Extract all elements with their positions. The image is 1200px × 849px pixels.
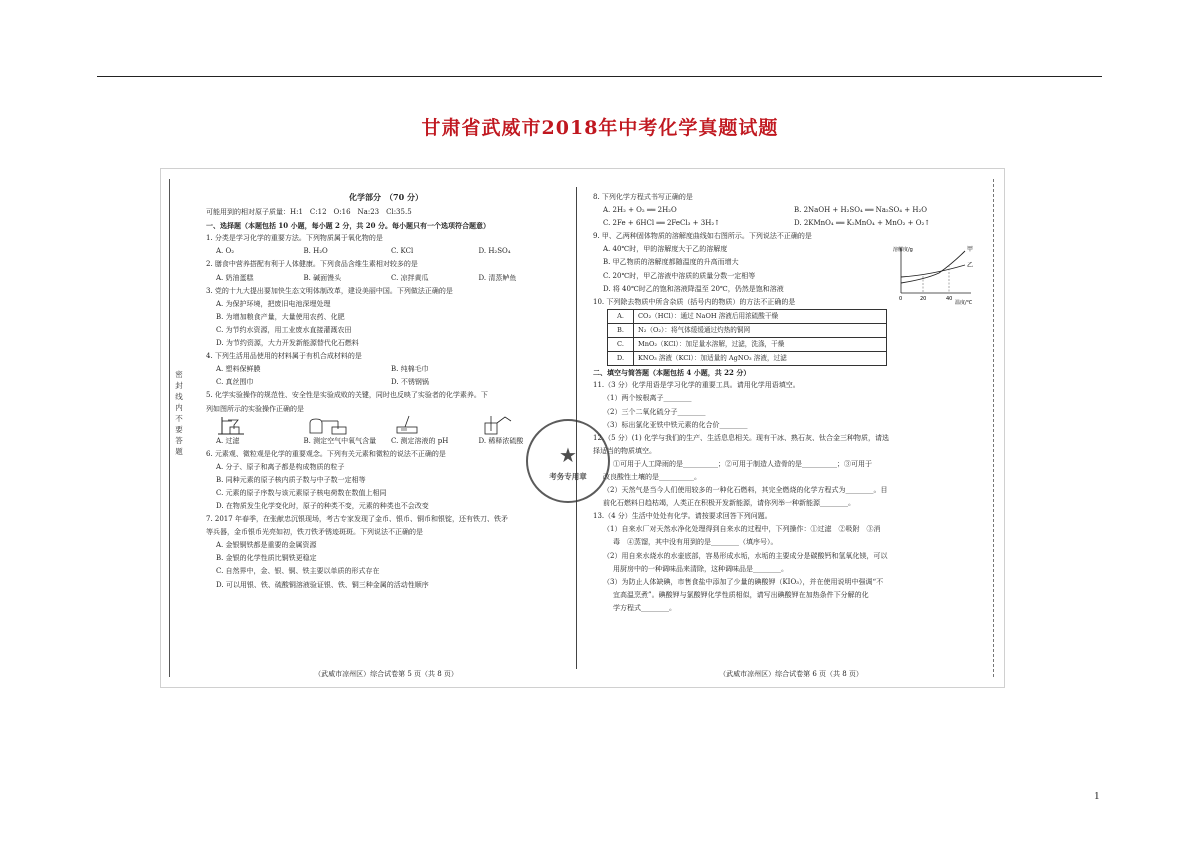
question-5-apparatus: [206, 416, 566, 448]
question-1: 1. 分类是学习化学的重要方法。下列物质属于氧化物的是: [206, 234, 383, 243]
apparatus-ph: [391, 415, 479, 448]
question-9: 9. 甲、乙两种固体物质的溶解度曲线如右图所示。下列说法不正确的是: [593, 232, 812, 241]
blank-item: 宜高温烹煮”。碘酸钾与氯酸钾化学性质相似，请写出碘酸钾在加热条件下分解的化: [613, 590, 869, 599]
scanned-exam-sheet: [160, 168, 1005, 688]
question-8-options: [593, 204, 985, 217]
atomic-masses: 可能用到的相对原子质量：H:1 C:12 O:16 Na:23 Cl:35.5: [206, 208, 412, 217]
binding-char: 答: [175, 436, 183, 445]
x-tick: 40: [946, 296, 953, 302]
oxygen-test-icon: [304, 415, 364, 435]
question-13: 13.（4 分）生活中处处有化学。请按要求回答下列问题。: [593, 512, 772, 521]
blank-item: 毒 ④蒸馏，其中没有用到的是________（填序号）。: [613, 538, 778, 547]
binding-char: 密: [175, 370, 183, 379]
blank-item: 用厨房中的一种调味品来清除，这种调味品是________。: [613, 564, 788, 573]
curve-jia: [901, 251, 965, 283]
x-tick: 0: [899, 296, 903, 302]
blank-item: （1）自来水厂对天然水净化处理得到自来水的过程中，下列操作：①过滤 ②吸附 ③消: [603, 525, 881, 534]
row-label: A.: [608, 309, 634, 323]
binding-margin-text: [173, 369, 185, 457]
apparatus-oxygen: [304, 415, 392, 448]
apparatus-filtration: [216, 415, 304, 448]
option: A. O₂: [216, 247, 235, 256]
option: D. 稀释浓硫酸: [478, 436, 524, 445]
filtration-icon: [216, 415, 276, 435]
question-6: 6. 元素观、微粒观是化学的重要观念。下列有关元素和微粒的说法不正确的是: [206, 449, 446, 458]
option: B. 2NaOH + H₂SO₄ ══ Na₂SO₄ + H₂O: [794, 206, 928, 215]
option: A. 分子、原子和离子都是构成物质的粒子: [216, 462, 345, 471]
question-8-options: [593, 217, 985, 230]
question-5-cont: 列如图所示的实验操作正确的是: [206, 404, 304, 413]
row-label: C.: [608, 338, 634, 352]
option: A. 为保护环境，把废旧电池深埋处理: [216, 299, 331, 308]
table-row: [608, 352, 887, 366]
option: D. 清蒸鲈鱼: [478, 273, 517, 282]
question-11: 11.（3 分）化学用语是学习化学的重要工具。请用化学用语填空。: [593, 381, 800, 390]
option: B. 为增加粮食产量，大量使用农药、化肥: [216, 312, 345, 321]
option: B. 碱面馒头: [303, 273, 342, 282]
option: D. 将 40℃时乙的饱和溶液降温至 20℃，仍然是饱和溶液: [603, 284, 784, 293]
exam-page-5: [206, 191, 566, 592]
question-10-options-table: [607, 309, 887, 366]
binding-char: 要: [175, 425, 183, 434]
question-5: 5. 化学实验操作的规范性、安全性是实验成败的关键，同时也反映了实验者的化学素养。下: [206, 391, 488, 400]
option: B. 同种元素的原子核内质子数与中子数一定相等: [216, 475, 366, 484]
blank-item: （3）标出氯化亚铁中铁元素的化合价________: [603, 420, 748, 429]
row-text: N₂（O₂）：将气体缓缓通过灼热的铜网: [634, 323, 887, 337]
stamp-text: 考务专用章: [549, 472, 587, 481]
table-row: [608, 338, 887, 352]
option: C. 为节约水资源，用工业废水直接灌溉农田: [216, 325, 352, 334]
option: B. 纯棉毛巾: [391, 365, 429, 374]
part2-heading: 二、填空与简答题（本题包括 4 小题，共 22 分）: [593, 368, 751, 378]
part1-heading: 一、选择题（本题包括 10 小题，每小题 2 分，共 20 分。每小题只有一个选项符合题意）: [206, 221, 490, 231]
blank-item: （1）两个铵根离子________: [603, 394, 692, 403]
binding-char: 线: [175, 392, 183, 401]
graph-xlabel: 温度/℃: [955, 300, 973, 305]
blank-item: （3）为防止人体缺碘，市售食盐中添加了少量的碘酸钾（KIO₃），并在使用说明中强调“不: [603, 577, 884, 586]
option: B. H₂O: [303, 247, 328, 256]
table-row: [608, 309, 887, 323]
option: D. 为节约资源，大力开发新能源替代化石燃料: [216, 339, 359, 348]
option: C. 20℃时，甲乙溶液中溶质的质量分数一定相等: [603, 271, 756, 280]
row-text: MnO₂（KCl）：加足量水溶解，过滤，洗涤，干燥: [634, 338, 887, 352]
binding-char: 内: [175, 403, 183, 412]
option: D. 不锈钢锅: [391, 378, 429, 387]
question-2: 2. 膳食中营养搭配有利于人体健康。下列食品含维生素相对较多的是: [206, 260, 418, 269]
blank-item: （2）用自来水烧水的水壶底部，容易形成水垢，水垢的主要成分是碳酸钙和氢氧化镁，可以: [603, 551, 888, 560]
option: C. 2Fe + 6HCl ══ 2FeCl₃ + 3H₂↑: [603, 219, 720, 228]
page-6-footer: （武威市凉州区）综合试卷第 6 页（共 8 页）: [719, 670, 863, 678]
row-label: D.: [608, 352, 634, 366]
ph-test-icon: [391, 415, 451, 435]
option: A. 金银铜铁都是重要的金属资源: [216, 541, 317, 550]
option: C. 元素的原子序数与该元素原子核电荷数在数值上相同: [216, 488, 387, 497]
blank-item: ①可用于人工降雨的是__________；②可用于制造人造骨的是__________；③可用于: [613, 459, 872, 468]
binding-char: 不: [175, 414, 183, 423]
option: C. 凉拌黄瓜: [391, 273, 429, 282]
blank-item: （2）天然气是当今人们使用较多的一种化石燃料，其完全燃烧的化学方程式为________。目: [603, 486, 888, 495]
section-title: 化学部分 （70 分）: [349, 192, 423, 202]
blank-item: 学方程式________。: [613, 603, 676, 612]
row-label: B.: [608, 323, 634, 337]
option: A. 过滤: [216, 436, 240, 445]
exam-page-6: [593, 191, 985, 615]
row-text: CO₂（HCl）：通过 NaOH 溶液后用浓硫酸干燥: [634, 309, 887, 323]
question-7-cont: 等兵器，金币银币光亮如初，铁刀铁矛锈迹斑斑。下列说法不正确的是: [206, 528, 423, 537]
question-4: 4. 下列生活用品使用的材料属于有机合成材料的是: [206, 352, 362, 361]
x-tick: 20: [920, 296, 927, 302]
page-number: 1: [1094, 790, 1100, 802]
question-4-options: [206, 376, 566, 389]
option: C. 自然界中，金、银、铜、铁主要以单质的形式存在: [216, 567, 380, 576]
binding-char: 封: [175, 381, 183, 390]
question-12-cont: 择适当的物质填空。: [593, 446, 656, 455]
option: C. KCl: [391, 247, 414, 256]
option: A. 40℃时，甲的溶解度大于乙的溶解度: [603, 245, 728, 254]
top-rule: [97, 76, 1102, 77]
stamp-star-icon: ★: [559, 443, 577, 467]
option: D. 在物质发生化学变化时，原子的种类不变，元素的种类也不会改变: [216, 501, 429, 510]
question-3: 3. 党的十九大提出要加快生态文明体制改革，建设美丽中国。下列做法正确的是: [206, 286, 453, 295]
question-10: 10. 下列除去物质中所含杂质（括号内的物质）的方法不正确的是: [593, 297, 796, 306]
solubility-curve-graph: [891, 243, 983, 305]
document-title: 甘肃省武威市2018年中考化学真题试题: [421, 117, 779, 139]
blank-item: 改良酸性土壤的是__________。: [603, 472, 701, 481]
question-2-options: [206, 272, 566, 285]
graph-ylabel: 溶解度/g: [893, 247, 913, 253]
series-label-yi: 乙: [967, 262, 974, 269]
official-stamp: [526, 419, 610, 503]
blank-item: 前化石燃料日趋枯竭，人类正在积极开发新能源，请你列举一种新能源________。: [603, 499, 855, 508]
table-row: [608, 323, 887, 337]
option: B. 测定空气中氧气含量: [303, 436, 377, 445]
option: A. 2H₂ + O₂ ══ 2H₂O: [603, 206, 677, 215]
option: C. 测定溶液的 pH: [391, 436, 449, 445]
option: C. 真丝围巾: [216, 378, 254, 387]
question-12: 12.（5 分）(1) 化学与我们的生产、生活息息相关。现有干冰、熟石灰、钛合金三种物质，请选: [593, 433, 889, 442]
option: D. H₂SO₄: [478, 247, 511, 256]
row-text: KNO₃ 溶液（KCl）：加适量的 AgNO₃ 溶液，过滤: [634, 352, 887, 366]
option: A. 塑料保鲜膜: [216, 365, 261, 374]
option: B. 金银的化学性质比铜铁更稳定: [216, 554, 317, 563]
dilution-icon: [479, 415, 539, 435]
blank-item: （2）三个二氧化硫分子________: [603, 407, 706, 416]
page-5-footer: （武威市凉州区）综合试卷第 5 页（共 8 页）: [314, 670, 458, 678]
option: A. 奶油蛋糕: [216, 273, 254, 282]
question-4-options: [206, 363, 566, 376]
option: B. 甲乙物质的溶解度都随温度的升高而增大: [603, 258, 739, 267]
option: D. 可以用银、铁、硫酸铜溶液验证银、铁、铜三种金属的活动性顺序: [216, 580, 429, 589]
question-8: 8. 下列化学方程式书写正确的是: [593, 193, 693, 201]
question-7: 7. 2017 年春季，在张献忠沉银现场，考古专家发现了金币、银币、铜币和银锭，还有铁刀、铁矛: [206, 515, 508, 524]
series-label-jia: 甲: [967, 246, 974, 253]
option: D. 2KMnO₄ ══ K₂MnO₄ + MnO₂ + O₂↑: [794, 219, 931, 228]
binding-char: 题: [175, 447, 183, 456]
question-1-options: [206, 245, 566, 258]
